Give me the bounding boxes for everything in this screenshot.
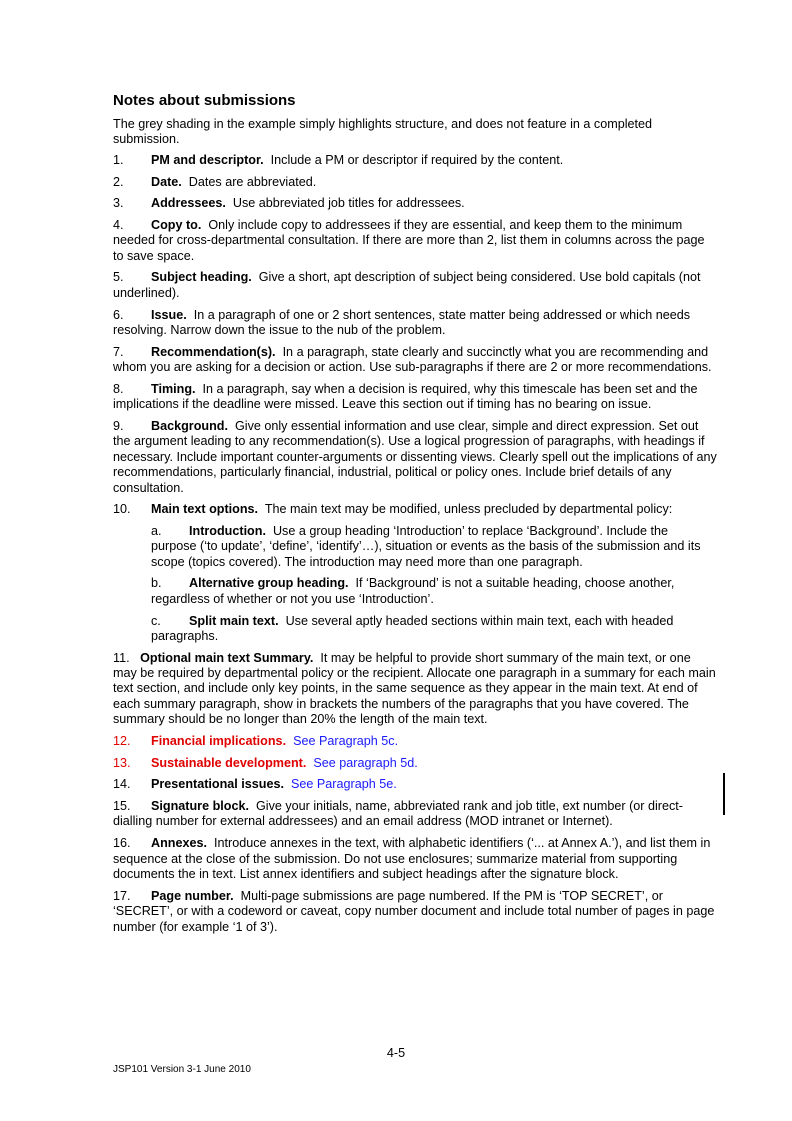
paragraph-2: 2. Date. Dates are abbreviated. (113, 174, 317, 189)
paragraph-11: 11. Optional main text Summary. It may be helpful to provide short summary of the main text, or one may be required by departmental policy or the recipient. Allocate one paragraph in a summary for each main text section, and include only key points, in the same sequence as they appear in the main text. At end of each summary paragraph, show in brackets the numbers of the paragraphs that you have covered. The summary should be no longer than 20% the length of the main text. (113, 650, 716, 727)
paragraph-1: 1. PM and descriptor. Include a PM or descriptor if required by the content. (113, 152, 564, 167)
subparagraph-b: b. Alternative group heading. If ‘Background’ is not a suitable heading, choose another, regardless of whether or not you use ‘Introduction’. (151, 576, 675, 606)
paragraph-5c-link[interactable]: See Paragraph 5c. (293, 733, 399, 748)
paragraph-5: 5. Subject heading. Give a short, apt description of subject being considered. Use bold capitals (not underlined). (113, 270, 701, 300)
paragraph-17: 17. Page number. Multi-page submissions are page numbered. If the PM is ‘TOP SECRET’, or ‘SECRET’, or with a codeword or caveat, copy number document and include total number of pages in page number (for example ‘1 of 3’). (113, 888, 715, 934)
footer-version: JSP101 Version 3-1 June 2010 (113, 1064, 251, 1075)
paragraph-5e-link[interactable]: See Paragraph 5e. (291, 777, 397, 792)
subparagraph-c: c. Split main text. Use several aptly headed sections within main text, each with headed paragraphs. (151, 613, 674, 643)
paragraph-8: 8. Timing. In a paragraph, say when a decision is required, why this timescale has been set and the implications if the deadline were missed. Leave this section out if timing has no bearing on issue. (113, 381, 698, 412)
paragraph-16: 16. Annexes. Introduce annexes in the text, with alphabetic identifiers (‘... at Annex A.’), and list them in sequence at the close of the submission. Do not use enclosures; summarize material from supporting documents the in text. List annex identifiers and subject headings after the signature block. (113, 836, 711, 881)
change-bar (723, 773, 725, 815)
paragraph-13: 13. Sustainable development. See paragraph 5d. (113, 755, 418, 770)
page-number: 4-5 (386, 1046, 406, 1060)
paragraph-5d-link[interactable]: See paragraph 5d. (313, 755, 418, 770)
paragraph-14: 14. Presentational issues. See Paragraph 5e. (113, 777, 397, 792)
page-title: Notes about submissions (113, 92, 296, 109)
paragraph-12: 12. Financial implications. See Paragraph 5c. (113, 733, 399, 748)
subparagraph-a: a. Introduction. Use a group heading ‘Introduction’ to replace ‘Background’. Include the purpose (‘to update’, ‘define’, ‘identify’…), situation or events as the basis of the submission and its scope (topics covered). The introduction may need more than one paragraph. (151, 523, 701, 569)
document-body (113, 92, 717, 941)
paragraph-9: 9. Background. Give only essential information and use clear, simple and direct expression. Set out the argument leading to any recommendation(s). Use a logical progression of paragraphs, with headings if necessary. Include important counter-arguments or dissenting views. Clearly spell out the implications of any recommendations, particularly financial, industrial, political or policy ones. Include brief details of any consultation. (113, 418, 717, 495)
paragraph-3: 3. Addressees. Use abbreviated job titles for addressees. (113, 196, 465, 211)
paragraph-6: 6. Issue. In a paragraph of one or 2 short sentences, state matter being addressed or which needs resolving. Narrow down the issue to the nub of the problem. (113, 307, 691, 337)
paragraph-15: 15. Signature block. Give your initials, name, abbreviated rank and job title, ext number (or direct-dialling number for external addressees) and an email address (MOD intranet or Internet). (113, 799, 683, 829)
intro-text: The grey shading in the example simply highlights structure, and does not feature in a completed submission. (113, 117, 653, 147)
paragraph-10: 10. Main text options. The main text may be modified, unless precluded by departmental policy: (113, 502, 673, 517)
paragraph-7: 7. Recommendation(s). In a paragraph, state clearly and succinctly what you are recommending and whom you are asking for a decision or action. Use sub-paragraphs if there are 2 or more recommendations. (113, 344, 712, 375)
paragraph-4: 4. Copy to. Only include copy to addressees if they are essential, and keep them to the minimum needed for cross-departmental consultation. If there are more than 2, list them in columns across the page to save space. (113, 217, 705, 263)
